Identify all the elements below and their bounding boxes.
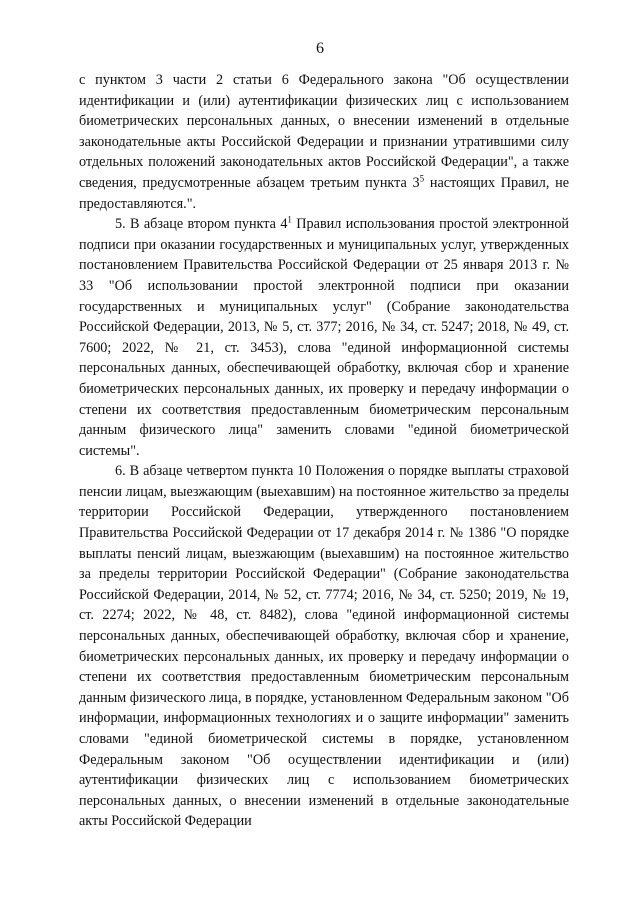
paragraph-text: с пунктом 3 части 2 статьи 6 Федерального закона "Об осуществлении идентификации и (или) аутентификации физических лиц с использованием биометрических персональных данных, о внесении изменений в отдельные законодательные акты Российской Федерации и признании утратившими силу отдельных положений законодательных актов Российской Федерации", а также сведения, предусмотренные абзацем третьим пункта 3 (79, 72, 569, 191)
page-number: 6 (316, 40, 324, 57)
paragraph-text-tail: настоящих Правил, не предоставляются.". (79, 174, 570, 212)
paragraph-text-tail: Правил использования простой электронной подписи при оказании государственных и муниципальных услуг, утвержденных постановлением Правительства Российской Федерации от 25 января 2013 г. № 33 "Об использовании простой электронной подписи при оказании государственных и муниципальных услуг" (Собрание законодательства Российской Федерации, 2013, № 5, ст. 377; 2016, № 34, ст. 5247; 2018, № 49, ст. 7600; 2022, № 21, ст. 3453), слова "единой информационной системы персональных данных, обеспечивающей обработку, включая сбор и хранение биометрических персональных данных, их проверку и передачу информации о степени их соответствия предоставленным биометрическим персональным данным физического лица" заменить словами "единой биометрической системы". (79, 216, 570, 459)
paragraph-continuation (79, 70, 569, 214)
document-body (79, 70, 569, 832)
paragraph-item-5 (79, 214, 569, 461)
paragraph-text: 6. В абзаце четвертом пункта 10 Положения о порядке выплаты страховой пенсии лицам, выезжающим (выехавшим) на постоянное жительство за пределы территории Российской Федерации, утвержденного постановлением Правительства Российской Федерации от 17 декабря 2014 г. № 1386 "О порядке выплаты пенсий лицам, выезжающим (выехавшим) на постоянное жительство за пределы территории Российской Федерации" (Собрание законодательства Российской Федерации, 2014, № 52, ст. 7774; 2016, № 34, ст. 5250; 2019, № 19, ст. 2274; 2022, № 48, ст. 8482), слова "единой информационной системы персональных данных, обеспечивающей обработку, включая сбор и хранение, биометрических персональных данных, их проверку и передачу информации о степени их соответствия предоставленным биометрическим персональным данным физического лица, в порядке, установленном Федеральным законом "Об информации, информационных технологиях и о защите информации" заменить словами "единой биометрической системы в порядке, установленном Федеральным законом "Об осуществлении идентификации и (или) аутентификации физических лиц с использованием биометрических персональных данных, о внесении изменений в отдельные законодательные акты Российской Федерации (79, 463, 569, 830)
paragraph-text: 5. В абзаце втором пункта 4 (115, 216, 288, 233)
superscript: 5 (419, 173, 425, 184)
paragraph-item-6 (79, 461, 569, 832)
superscript: 1 (287, 214, 292, 225)
